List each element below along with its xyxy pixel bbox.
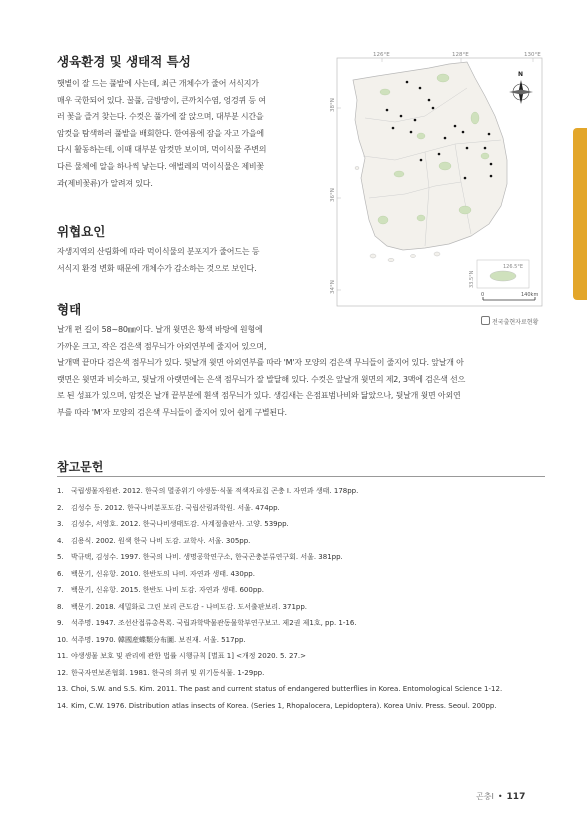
ecology-line: 매우 국한되어 있다. 꿀풀, 금방망이, 큰까치수염, 엉겅퀴 등 여 — [57, 95, 266, 105]
ecology-paragraph — [57, 76, 266, 192]
morphology-line: 가까운 크고, 작은 검은색 점무늬가 아외연부에 줄지어 있으며, — [57, 341, 267, 351]
reference-item: 1. 국립생물자원관. 2012. 한국의 멸종위기 야생동·식물 적색자료집 곤충 I. 자연과 생태. 178pp. — [57, 487, 359, 495]
occurrence-point — [414, 119, 417, 122]
occurrence-point — [490, 175, 493, 178]
morphology-line: 로 된 성표가 있으며, 암컷은 날개 끝부분에 흰색 점무늬가 있다. 생김새는 은점표범나비와 닮았으나, 뒷날개 윗면 아외연 — [57, 391, 461, 401]
inset-lat-label: 33.5°N — [469, 270, 475, 288]
lon-label-128: 128°E — [452, 52, 469, 58]
occurrence-point — [420, 159, 423, 162]
occurrence-point — [400, 115, 403, 118]
occurrence-point — [454, 125, 457, 128]
occurrence-point — [438, 153, 441, 156]
map-caption — [481, 316, 538, 326]
reference-item: 12. 한국자연보존협회. 1981. 한국의 희귀 및 위기동식물. 1-29pp. — [57, 668, 265, 677]
references-title: 참고문헌 — [57, 460, 104, 474]
reference-item: 10. 석주명. 1970. 韓國産蝶類分布圖. 보진재. 서울. 517pp. — [57, 635, 246, 644]
occurrence-point — [406, 81, 409, 84]
reference-item: 9. 석주명. 1947. 조선산접류총목록. 국립과학박물관동물학부연구보고. 제2권 제1호, pp. 1-16. — [57, 619, 357, 627]
occurrence-point — [484, 147, 487, 150]
ecology-line: 다른 물체에 알을 하나씩 낳는다. 애벌레의 먹이식물은 제비꽃 — [57, 161, 264, 171]
occurrence-point — [428, 99, 431, 102]
ecology-line: 햇볕이 잘 드는 풀밭에 사는데, 최근 개체수가 줄어 서식지가 — [57, 79, 259, 88]
reference-item: 3. 김성수, 서영호. 2012. 한국나비생태도감. 사계절출판사. 고양. 539pp. — [57, 520, 289, 528]
reference-item: 8. 백문기. 2018. 세밀화로 그린 보리 큰도감 - 나비도감. 도서출판보리. 371pp. — [57, 602, 308, 611]
reference-item: 13. Choi, S.W. and S.S. Kim. 2011. The past and current status of endangered butterflies in Korea. Entomological Science 1-12. — [57, 685, 503, 693]
lat-label-36: 36°N — [330, 188, 336, 202]
occurrence-point — [410, 131, 413, 134]
chapter-tab — [573, 128, 587, 300]
lon-label-126: 126°E — [373, 52, 390, 58]
reference-item: 4. 김용식. 2002. 원색 한국 나비 도감. 교학사. 서울. 305pp. — [57, 536, 251, 545]
reference-item: 2. 김성수 등. 2012. 한국나비분포도감. 국립산림과학원. 서울. 474pp. — [57, 503, 280, 512]
scale-end: 140km — [521, 292, 539, 298]
page-number: 117 — [506, 792, 526, 802]
occurrence-point — [444, 137, 447, 140]
reference-item: 7. 백문기, 신유항. 2015. 한반도 나비 도감. 자연과 생태. 600pp. — [57, 586, 264, 594]
section-title-morphology: 형태 — [57, 302, 82, 317]
scale-start: 0 — [481, 292, 485, 298]
occurrence-point — [432, 107, 435, 110]
morphology-line: 날개 편 길이 58~80㎜이다. 날개 윗면은 황색 바탕에 원형에 — [57, 325, 263, 334]
reference-item: 14. Kim, C.W. 1976. Distribution atlas insects of Korea. (Series 1, Rhopalocera, Lepidoptera). Korea Univ. Press. Seoul. 200pp. — [57, 701, 497, 710]
section-title-ecology: 생육환경 및 생태적 특성 — [57, 54, 191, 69]
references-list — [57, 483, 502, 714]
map-legend-icon — [481, 316, 490, 325]
references-divider — [57, 476, 545, 477]
morphology-line: 날개맥 끝마다 검은색 점무늬가 있다. 뒷날개 윗면 아외연부를 따라 'M'자 모양의 검은색 무늬들이 줄지어 있다. 앞날개 아 — [57, 358, 464, 368]
section-title-threats: 위협요인 — [57, 224, 106, 239]
morphology-paragraph — [57, 322, 465, 422]
reference-item: 6. 백문기, 신유항. 2010. 한반도의 나비. 자연과 생태. 430pp. — [57, 569, 255, 578]
reference-item: 11. 야생생물 보호 및 관리에 관한 법률 시행규칙 [별표 1] <개정 2020. 5. 27.> — [57, 652, 306, 660]
occurrence-point — [462, 131, 465, 134]
reference-item: 5. 박규택, 김성수. 1997. 한국의 나비. 생명공학연구소, 한국곤충분류연구회. 서울. 381pp. — [57, 553, 343, 561]
ecology-line: 과(제비꽃류)가 알려져 있다. — [57, 178, 153, 188]
lon-label-130: 130°E — [524, 52, 541, 58]
lat-label-34: 34°N — [330, 280, 336, 294]
occurrence-point — [386, 109, 389, 112]
threats-line: 자생지역의 산림화에 따라 먹이식물의 분포지가 줄어드는 등 — [57, 247, 260, 256]
occurrence-point — [419, 87, 422, 90]
lat-label-38: 38°N — [330, 98, 336, 112]
morphology-line: 부를 따라 'M'자 모양의 검은색 무늬들이 줄지어 있어 쉽게 구별된다. — [57, 407, 287, 417]
occurrence-point — [490, 163, 493, 166]
morphology-line: 랫면은 윗면과 비슷하고, 뒷날개 아랫면에는 은색 점무늬가 잘 발달해 있다. 수컷은 앞날개 윗면의 제2, 3맥에 검은색 선으 — [57, 374, 466, 384]
page-footer — [476, 791, 525, 802]
footer-section: 곤충Ⅰ — [476, 792, 494, 801]
occurrence-point — [464, 177, 467, 180]
distribution-map — [325, 48, 543, 318]
ecology-line: 암컷을 탐색하러 풀밭을 배회한다. 한여름에 잠을 자고 가을에 — [57, 128, 264, 138]
threats-line: 서식지 환경 변화 때문에 개체수가 감소하는 것으로 보인다. — [57, 263, 257, 273]
occurrence-point — [392, 127, 395, 130]
north-label: N — [518, 71, 524, 78]
ecology-line: 다시 활동하는데, 이때 대부분 암컷만 보이며, 먹이식물 주변의 — [57, 145, 267, 155]
threats-paragraph — [57, 244, 259, 277]
ecology-line: 러 꽃을 즐겨 찾는다. 수컷은 풀가에 잘 앉으며, 대부분 시간을 — [57, 112, 264, 122]
occurrence-point — [488, 133, 491, 136]
footer-separator: • — [497, 792, 503, 801]
occurrence-point — [466, 147, 469, 150]
inset-lon-label: 126.5°E — [503, 264, 523, 270]
map-caption-text: 전국출현자료현황 — [492, 319, 539, 326]
jeju-inset — [469, 260, 529, 288]
